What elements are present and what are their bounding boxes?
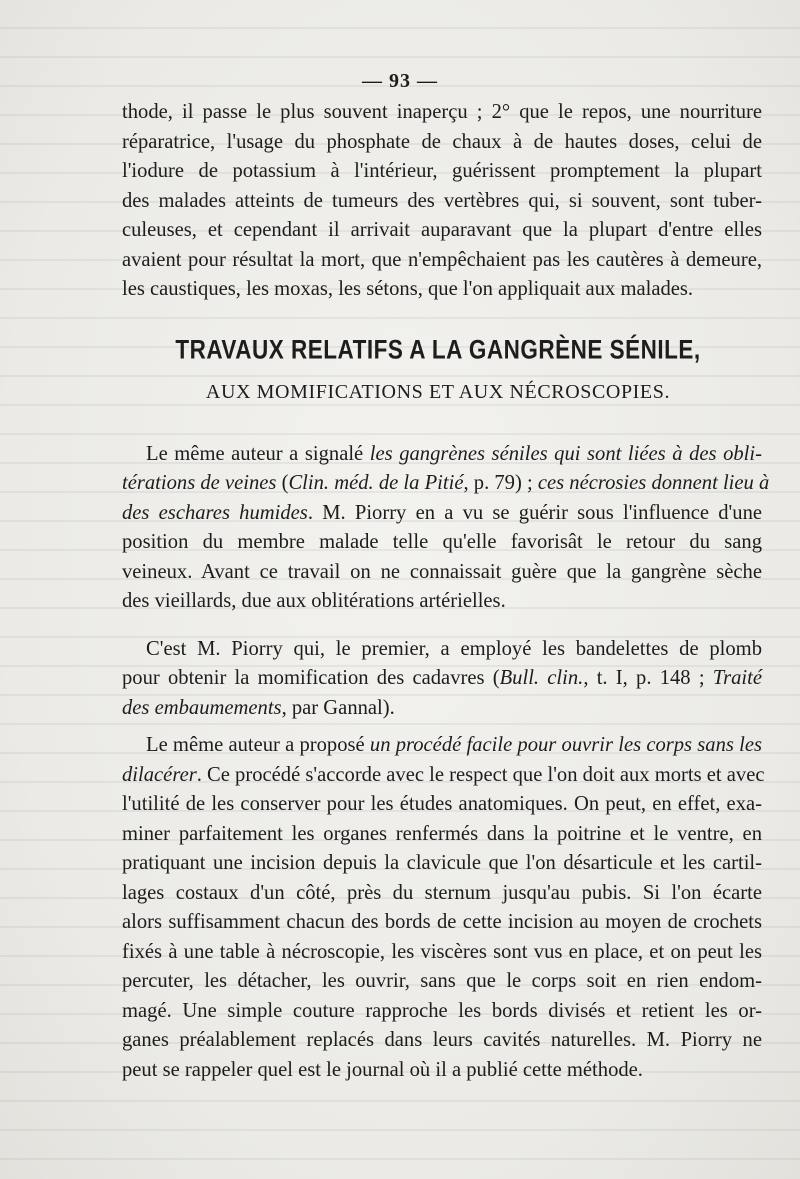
page-body — [122, 98, 770, 1085]
text-line: C'est M. Piorry qui, le premier, a employé les bandelettes de plomb — [146, 637, 762, 660]
text-line — [122, 499, 762, 529]
text-line: thode, il passe le plus souvent inaperçu ; 2° que le repos, une nourriture — [122, 101, 762, 123]
text-line — [122, 761, 765, 791]
text-line: l'utilité de les conserver pour les études anatomiques. On peut, en effet, exa- — [122, 793, 762, 815]
paragraph-mummification — [122, 635, 762, 724]
text-line: magé. Une simple couture rapproche les bords divisés et retient les or- — [122, 999, 762, 1022]
text-line — [122, 664, 762, 694]
section-title: TRAVAUX RELATIFS A LA GANGRÈNE SÉNILE, — [175, 333, 701, 364]
text-run: , par Gannal). — [281, 696, 395, 719]
italic-run: dilacérer — [122, 763, 197, 786]
text-line: avaient pour résultat la mort, que n'empêchaient pas les cautères à demeure, — [122, 248, 762, 271]
italic-run: des eschares humides — [122, 501, 308, 524]
paragraph-spinal-tumors — [122, 98, 762, 305]
text-line — [122, 694, 762, 724]
text-run: Le même auteur a signalé — [146, 442, 370, 465]
italic-run: térations de veines — [122, 472, 277, 494]
text-line — [122, 731, 762, 761]
text-line: culeuses, et cependant il arrivait auparavant que la plupart d'entre elles — [122, 219, 762, 241]
text-line: réparatrice, l'usage du phosphate de chaux à de hautes doses, celui de — [122, 130, 762, 153]
italic-run: des embaumements — [122, 696, 282, 719]
text-run: pour obtenir la momification des cadavres ( — [122, 667, 500, 689]
text-run: . M. Piorry en a vu se guérir sous l'influence d'une — [307, 501, 763, 524]
text-line: pratiquant une incision depuis la clavicule que l'on désarticule et les cartil- — [122, 852, 762, 874]
text-line: fixés à une table à nécroscopie, les viscères sont vus en place, et on peut les — [122, 940, 762, 963]
text-line: percuter, les détacher, les ouvrir, sans que le corps soit en rien endom- — [122, 970, 762, 992]
italic-run: les gangrènes séniles qui sont liées à des obli- — [369, 442, 762, 465]
text-run: , p. 79) ; — [463, 472, 538, 494]
section-subtitle: AUX MOMIFICATIONS ET AUX NÉCROSCOPIES. — [205, 381, 671, 403]
italic-run: Clin. méd. de la Pitié — [288, 472, 464, 494]
text-run: Le même auteur a proposé — [146, 734, 370, 756]
text-line: alors suffisamment chacun des bords de cette incision au moyen de crochets — [122, 911, 762, 933]
text-line: des vieillards, due aux oblitérations artérielles. — [122, 590, 506, 612]
text-line — [122, 440, 762, 470]
text-line: miner parfaitement les organes renfermés dans la poitrine et le ventre, en — [122, 822, 762, 845]
text-line: l'iodure de potassium à l'intérieur, guérissent promptement la plupart — [122, 160, 762, 182]
italic-run: Traité — [712, 667, 762, 689]
page-number: — 93 — — [362, 70, 438, 92]
italic-run: Bull. clin. — [499, 667, 584, 689]
text-line: peut se rappeler quel est le journal où il a publié cette méthode. — [122, 1058, 643, 1081]
text-line: les caustiques, les moxas, les sétons, que l'on appliquait aux malades. — [122, 278, 694, 300]
text-line: lages costaux d'un côté, près du sternum jusqu'au pubis. Si l'on écarte — [122, 881, 762, 904]
text-line: ganes préalablement replacés dans leurs cavités naturelles. M. Piorry ne — [122, 1029, 762, 1051]
italic-run: ces nécrosies donnent lieu à — [537, 472, 770, 494]
italic-run: un procédé facile pour ouvrir les corps sans les — [369, 734, 762, 756]
paragraph-senile-gangrene — [122, 440, 770, 617]
text-line: position du membre malade telle qu'elle favorisât le retour du sang — [122, 531, 762, 553]
text-line — [122, 469, 770, 499]
text-run: , t. I, p. 148 ; — [583, 667, 713, 689]
text-line: des malades atteints de tumeurs des vertèbres qui, si souvent, sont tuber- — [122, 189, 762, 212]
text-run: ( — [276, 472, 289, 494]
paragraph-necroscopy-method — [122, 731, 765, 1085]
text-line: veineux. Avant ce travail on ne connaissait guère que la gangrène sèche — [122, 560, 762, 583]
text-run: . Ce procédé s'accorde avec le respect que l'on doit aux morts et avec — [196, 763, 765, 786]
